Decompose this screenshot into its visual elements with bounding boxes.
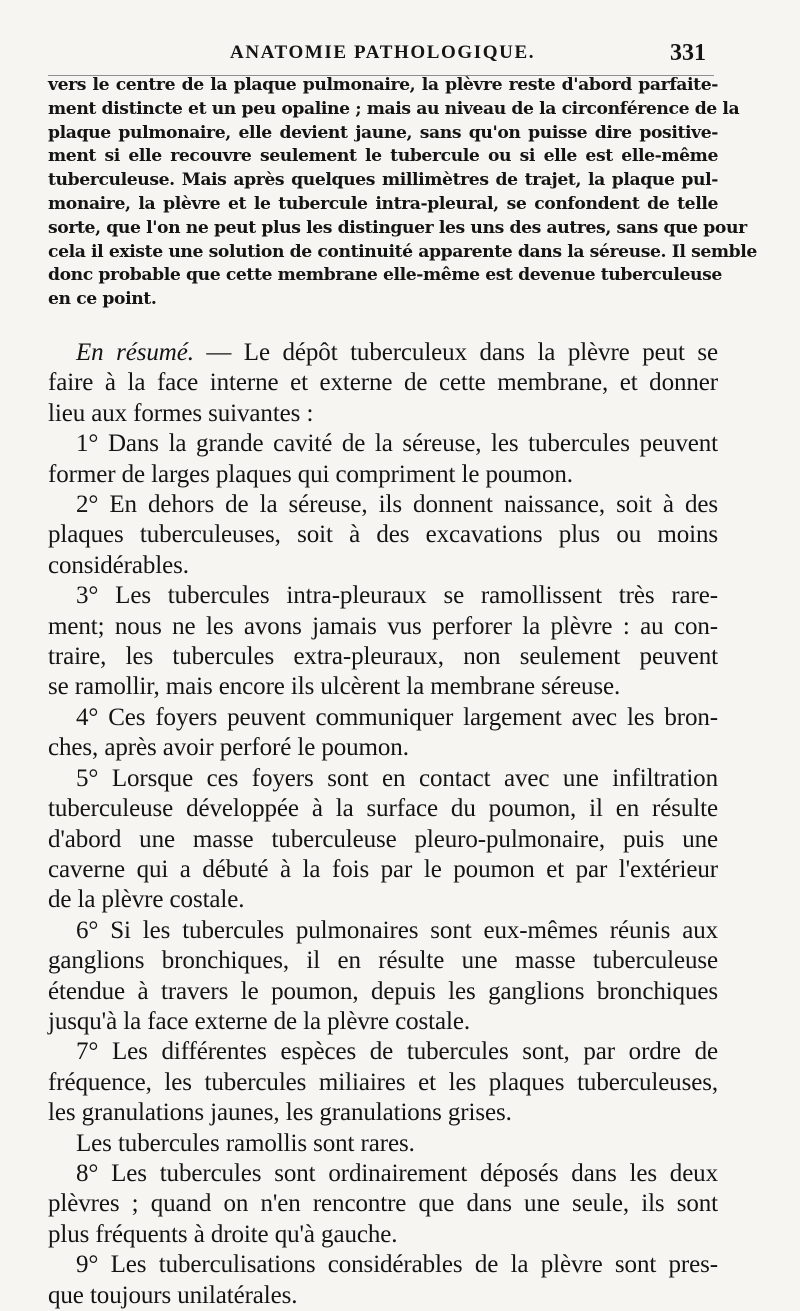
summary-item-6-line: étendue à travers le poumon, depuis les ganglions bronchiques [48,977,718,1005]
page-number: 331 [670,40,706,66]
summary-intro-text: — Le dépôt tuberculeux dans la plèvre peut se [193,339,718,366]
summary-item-5-line: caverne qui a débuté à la fois par le poumon et par l'extérieur [48,855,718,883]
summary-item-3-line: se ramollir, mais encore ils ulcèrent la membrane séreuse. [48,673,621,701]
small-text-line: ment si elle recouvre seulement le tubercule ou si elle est elle-même [48,146,718,167]
small-text-line: sorte, que l'on ne peut plus les distinguer les uns des autres, sans que pour [48,217,747,238]
small-text-line: ment distincte et un peu opaline ; mais au niveau de la circonférence de la [48,98,740,119]
small-text-line: plaque pulmonaire, elle devient jaune, sans qu'on puisse dire positive- [48,122,718,143]
summary-item-5-line: tuberculeuse développée à la surface du poumon, il en résulte [48,795,718,823]
summary-item-9-line: 9° Les tuberculisations considérables de la plèvre sont pres- [76,1251,718,1279]
summary-item-5-line: d'abord une masse tuberculeuse pleuro-pulmonaire, puis une [48,825,718,853]
summary-item-5-line: 5° Lorsque ces foyers sont en contact avec une infiltration [76,764,718,792]
summary-item-8-line: plèvres ; quand on n'en rencontre que dans une seule, ils sont [48,1190,718,1218]
summary-item-6-line: 6° Si les tubercules pulmonaires sont eux-mêmes réunis aux [76,916,718,944]
summary-item-7-line: les granulations jaunes, les granulations grises. [48,1099,512,1127]
summary-item-1-line: former de larges plaques qui compriment le poumon. [48,460,573,488]
small-text-line: cela il existe une solution de continuité apparente dans la séreuse. Il semble [48,241,757,262]
summary-item-7-line: fréquence, les tubercules miliaires et les plaques tuberculeuses, [48,1068,718,1096]
summary-text-line: lieu aux formes suivantes : [48,399,314,427]
summary-item-3-line: traire, les tubercules extra-pleuraux, non seulement peuvent [48,643,718,671]
summary-item-4-line: ches, après avoir perforé le poumon. [48,734,409,762]
summary-item-2-line: 2° En dehors de la séreuse, ils donnent naissance, soit à des [76,491,718,519]
summary-item-8-line: 8° Les tubercules sont ordinairement déposés dans les deux [76,1159,718,1187]
summary-item-8-line: plus fréquents à droite qu'à gauche. [48,1220,398,1248]
small-text-line: tuberculeuse. Mais après quelques millimètres de trajet, la plaque pul- [48,170,718,191]
summary-intro-line [48,338,718,368]
summary-section [48,338,718,1311]
summary-text-line: faire à la face interne et externe de cette membrane, et donner [48,369,718,397]
summary-note-line: Les tubercules ramollis sont rares. [76,1129,415,1157]
small-text-line: monaire, la plèvre et le tubercule intra-pleural, se confondent de telle [48,193,718,214]
summary-item-2-line: considérables. [48,551,189,579]
small-text-line: vers le centre de la plaque pulmonaire, la plèvre reste d'abord parfaite- [48,75,718,95]
running-header [48,40,714,70]
summary-item-6-line: ganglions bronchiques, il en résulte une masse tuberculeuse [48,947,718,975]
summary-item-6-line: jusqu'à la face externe de la plèvre costale. [48,1007,471,1035]
small-text-line: donc probable que cette membrane elle-même est devenue tuberculeuse [48,265,722,286]
summary-item-3-line: ment; nous ne les avons jamais vus perforer la plèvre : au con- [48,612,718,640]
summary-heading: En résumé. [76,339,194,366]
small-text-line: en ce point. [48,289,157,310]
summary-item-7-line: 7° Les différentes espèces de tubercules sont, par ordre de [76,1038,718,1066]
summary-item-9-line: que toujours unilatérales. [48,1281,298,1309]
summary-item-1-line: 1° Dans la grande cavité de la séreuse, les tubercules peuvent [76,430,718,458]
small-print-paragraph [48,74,757,312]
summary-item-2-line: plaques tuberculeuses, soit à des excavations plus ou moins [48,521,718,549]
summary-item-5-line: de la plèvre costale. [48,886,245,914]
running-title: ANATOMIE PATHOLOGIQUE. [230,42,536,63]
summary-item-3-line: 3° Les tubercules intra-pleuraux se ramollissent très rare- [76,582,718,610]
summary-item-4-line: 4° Ces foyers peuvent communiquer largement avec les bron- [76,703,718,731]
